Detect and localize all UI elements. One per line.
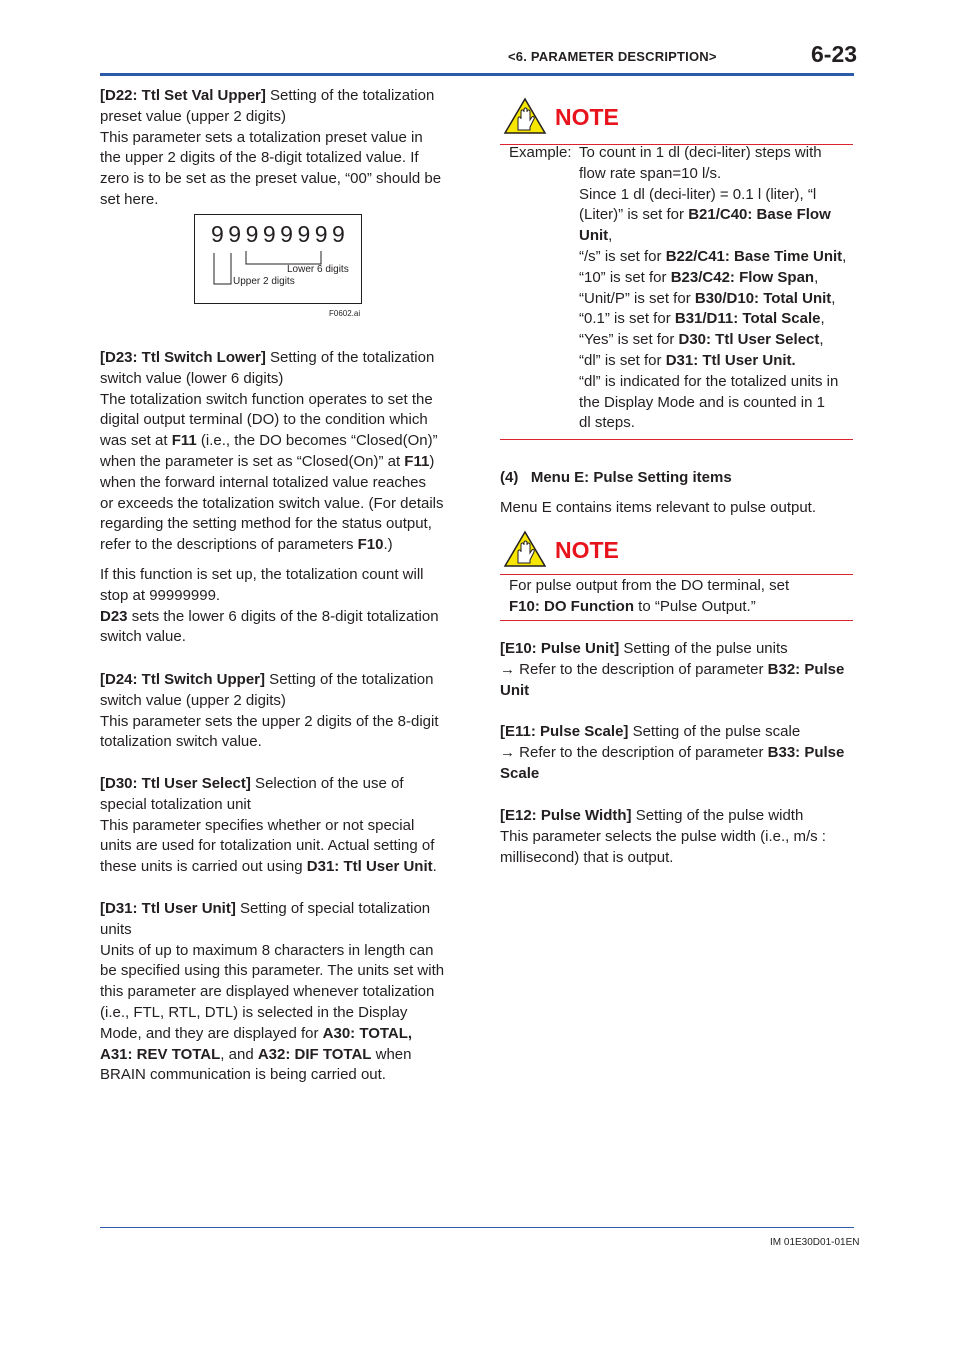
menu-e-heading: (4) Menu E: Pulse Setting items xyxy=(500,469,732,486)
note1-line4 xyxy=(579,205,854,226)
d24-heading-line xyxy=(100,670,460,691)
e11-line3-b: Scale xyxy=(500,764,540,782)
d23-line6 xyxy=(100,452,460,473)
d22-body-3: zero is to be set as the preset value, “00” should be xyxy=(100,170,442,188)
d23-line6-b: F11 xyxy=(404,452,430,470)
d22-heading-line xyxy=(100,86,460,107)
note1-title: NOTE xyxy=(555,104,619,130)
d31-section xyxy=(100,899,460,1086)
d24-title: [D24: Ttl Switch Upper] xyxy=(100,671,266,688)
d30-title: [D30: Ttl User Select] xyxy=(100,775,251,792)
d23-line10-a: refer to the descriptions of parameters xyxy=(100,536,358,554)
note1-line8 xyxy=(579,289,854,310)
note2-title: NOTE xyxy=(555,537,619,563)
d23-p2-line2: stop at 99999999. xyxy=(100,586,221,604)
e12-section xyxy=(500,806,856,868)
note1-line13: the Display Mode and is counted in 1 xyxy=(579,393,825,411)
e10-line3-b: Unit xyxy=(500,681,530,699)
d30-line4: units are used for totalization unit. Actual setting of xyxy=(100,837,435,855)
menu-e-intro: Menu E contains items relevant to pulse output. xyxy=(500,499,817,516)
d31-heading-line2: units xyxy=(100,920,132,938)
d23-line5-c: (i.e., the DO becomes “Closed(On)” xyxy=(196,432,438,450)
e12-title-rest: Setting of the pulse width xyxy=(631,807,804,824)
d23-line10-c: .) xyxy=(383,536,393,554)
d31-line8-d: when xyxy=(371,1045,412,1063)
d23-heading-line2: switch value (lower 6 digits) xyxy=(100,369,284,387)
document-id: IM 01E30D01-01EN xyxy=(770,1237,860,1248)
note1-line11-b: D31: Ttl User Unit. xyxy=(665,351,796,369)
header-rule xyxy=(100,73,854,76)
note1-bottom-rule xyxy=(500,439,853,440)
digit-figure xyxy=(194,214,362,304)
d23-p2-line1: If this function is set up, the totalization count will xyxy=(100,566,424,583)
d23-section xyxy=(100,348,460,556)
page-number: 6-23 xyxy=(811,41,858,67)
e10-line2 xyxy=(500,660,856,681)
d22-heading-line2: preset value (upper 2 digits) xyxy=(100,107,286,125)
note2-line2-a: F10: DO Function xyxy=(509,597,634,615)
e11-line2 xyxy=(500,743,856,764)
d30-line5-c: . xyxy=(432,858,437,876)
d31-line8-c: A32: DIF TOTAL xyxy=(257,1045,372,1063)
e11-line2-a: → Refer to the description of parameter xyxy=(500,743,768,761)
d23-line5 xyxy=(100,431,460,452)
note1-line10-b: D30: Ttl User Select xyxy=(678,331,820,349)
d22-body-4: set here. xyxy=(100,190,159,208)
e10-section xyxy=(500,639,856,701)
lower-digits-label: Lower 6 digits xyxy=(287,264,349,275)
d22-title: [D22: Ttl Set Val Upper] xyxy=(100,87,266,104)
d23-p2-line3 xyxy=(100,607,460,628)
d23-line6-a: when the parameter is set as “Closed(On)” at xyxy=(100,452,405,470)
note-hand-icon xyxy=(503,97,547,135)
e11-line3 xyxy=(500,764,856,785)
d24-title-rest: Setting of the totalization xyxy=(265,671,434,688)
e10-line3 xyxy=(500,681,856,702)
d30-heading-line xyxy=(100,774,460,795)
figure-caption: F0602.ai xyxy=(329,309,361,318)
e11-heading-line xyxy=(500,722,856,743)
d30-line3: This parameter specifies whether or not special xyxy=(100,816,415,834)
d31-line7-b: A30: TOTAL, xyxy=(322,1024,413,1042)
d31-line9: BRAIN communication is being carried out. xyxy=(100,1066,386,1084)
d30-title-rest: Selection of the use of xyxy=(250,775,404,792)
footer-rule xyxy=(100,1227,854,1228)
d23-line10-b: F10 xyxy=(357,536,384,554)
note2-line2-b: to “Pulse Output.” xyxy=(634,597,756,615)
d30-line5 xyxy=(100,857,460,878)
note2-line2 xyxy=(509,597,849,618)
d23-heading-line xyxy=(100,348,460,369)
note1-body xyxy=(579,143,854,434)
d31-line6: (i.e., FTL, RTL, DTL) is selected in the Display xyxy=(100,1003,408,1021)
note1-line11 xyxy=(579,351,854,372)
d22-section xyxy=(100,86,460,211)
d23-line4: digital output terminal (DO) to the condition which xyxy=(100,411,428,429)
d22-body-2: the upper 2 digits of the 8-digit totalized value. If xyxy=(100,149,419,167)
note1-line1: To count in 1 dl (deci-liter) steps with xyxy=(579,144,822,161)
d30-section xyxy=(100,774,460,878)
d31-line8 xyxy=(100,1045,460,1066)
e10-heading-line xyxy=(500,639,856,660)
e11-section xyxy=(500,722,856,784)
d24-heading-line2: switch value (upper 2 digits) xyxy=(100,691,286,709)
note1-line4-b: B21/C40: Base Flow xyxy=(688,206,831,224)
d23-line7: when the forward internal totalized value reaches xyxy=(100,473,427,491)
note1-line9 xyxy=(579,309,854,330)
note-hand-icon xyxy=(503,530,547,568)
note1-line9-b: B31/D11: Total Scale xyxy=(674,310,821,328)
e10-line2-b: B32: Pulse xyxy=(767,660,845,678)
d31-line5: this parameter are displayed whenever totalization xyxy=(100,983,435,1001)
note1-line7 xyxy=(579,268,854,289)
note1-line9-c: , xyxy=(820,310,825,328)
d31-line7-a: Mode, and they are displayed for xyxy=(100,1024,323,1042)
note1-line10-c: , xyxy=(819,331,824,349)
d23-line8: or exceeds the totalization switch value. (For details xyxy=(100,494,444,512)
d24-body-2: totalization switch value. xyxy=(100,733,262,751)
e12-line3: millisecond) that is output. xyxy=(500,848,674,866)
note1-line11-a: “dl” is set for xyxy=(579,351,666,369)
note1-line12: “dl” is indicated for the totalized units in xyxy=(579,372,839,390)
note1-line2: flow rate span=10 l/s. xyxy=(579,164,722,182)
note1-line7-c: , xyxy=(814,268,819,286)
e10-line2-a: → Refer to the description of parameter xyxy=(500,660,768,678)
d22-body-1: This parameter sets a totalization preset value in xyxy=(100,128,423,146)
section-header: <6. PARAMETER DESCRIPTION> xyxy=(508,49,717,64)
figure-brackets xyxy=(195,215,361,303)
e11-line2-b: B33: Pulse xyxy=(767,743,845,761)
d23-p2-line3-b: sets the lower 6 digits of the 8-digit totalization xyxy=(127,607,439,625)
d31-heading-line xyxy=(100,899,460,920)
note1-line6-c: , xyxy=(842,247,847,265)
d30-line5-a: these units is carried out using xyxy=(100,858,307,876)
d31-line8-b: , and xyxy=(220,1045,258,1063)
note1-line6 xyxy=(579,247,854,268)
d31-line8-a: A31: REV TOTAL xyxy=(100,1045,221,1063)
note1-line8-c: , xyxy=(831,289,836,307)
d31-line7 xyxy=(100,1024,460,1045)
note2-body xyxy=(509,576,849,618)
note1-line5-b: , xyxy=(608,227,613,245)
d23-line3: The totalization switch function operates to set the xyxy=(100,390,433,408)
note1-line8-b: B30/D10: Total Unit xyxy=(694,289,832,307)
note1-line4-a: (Liter)” is set for xyxy=(579,206,689,224)
note1-line14: dl steps. xyxy=(579,414,635,432)
note2-line1: For pulse output from the DO terminal, set xyxy=(509,577,790,594)
note1-line6-a: “/s” is set for xyxy=(579,247,666,265)
note1-line5 xyxy=(579,226,854,247)
d22-title-rest: Setting of the totalization xyxy=(265,87,435,104)
d23-section-2 xyxy=(100,565,460,648)
note1-line9-a: “0.1” is set for xyxy=(579,310,675,328)
e12-heading-line xyxy=(500,806,856,827)
d23-p2-line3-a: D23 xyxy=(100,607,128,625)
note1-line6-b: B22/C41: Base Time Unit xyxy=(665,247,843,265)
note1-line3: Since 1 dl (deci-liter) = 0.1 l (liter), “l xyxy=(579,185,817,203)
e10-title: [E10: Pulse Unit] xyxy=(500,640,620,657)
d31-line4: be specified using this parameter. The units set with xyxy=(100,962,445,980)
d23-title-rest: Setting of the totalization xyxy=(265,349,435,366)
d23-line6-c: ) xyxy=(429,452,435,470)
note1-line7-b: B23/C42: Flow Span xyxy=(670,268,815,286)
note1-line7-a: “10” is set for xyxy=(579,268,671,286)
note1-line5-a: Unit xyxy=(579,227,609,245)
note2-bottom-rule xyxy=(500,620,853,621)
upper-digits-label: Upper 2 digits xyxy=(233,276,295,287)
e12-title: [E12: Pulse Width] xyxy=(500,807,632,824)
note1-line8-a: “Unit/P” is set for xyxy=(579,289,695,307)
d31-title: [D31: Ttl User Unit] xyxy=(100,900,236,917)
note2-top-rule xyxy=(500,574,853,575)
d23-line5-b: F11 xyxy=(171,432,197,450)
d30-line5-b: D31: Ttl User Unit xyxy=(306,858,433,876)
d23-line9: regarding the setting method for the status output, xyxy=(100,515,432,533)
d23-line10 xyxy=(100,535,460,556)
note1-example-label: Example: xyxy=(509,144,572,161)
note1-line10 xyxy=(579,330,854,351)
d24-section xyxy=(100,670,460,753)
d31-title-rest: Setting of special totalization xyxy=(235,900,431,917)
d31-line3: Units of up to maximum 8 characters in length can xyxy=(100,941,434,959)
note1-line10-a: “Yes” is set for xyxy=(579,331,679,349)
e11-title: [E11: Pulse Scale] xyxy=(500,723,629,740)
d23-line5-a: was set at xyxy=(100,432,172,450)
d30-heading-line2: special totalization unit xyxy=(100,795,251,813)
d23-p2-line4: switch value. xyxy=(100,628,186,646)
figure-digits: 99999999 xyxy=(211,221,350,247)
e11-title-rest: Setting of the pulse scale xyxy=(628,723,801,740)
e12-line2: This parameter selects the pulse width (i.e., m/s : xyxy=(500,827,826,845)
d24-body-1: This parameter sets the upper 2 digits of the 8-digit xyxy=(100,712,439,730)
e10-title-rest: Setting of the pulse units xyxy=(619,640,788,657)
d23-title: [D23: Ttl Switch Lower] xyxy=(100,349,266,366)
